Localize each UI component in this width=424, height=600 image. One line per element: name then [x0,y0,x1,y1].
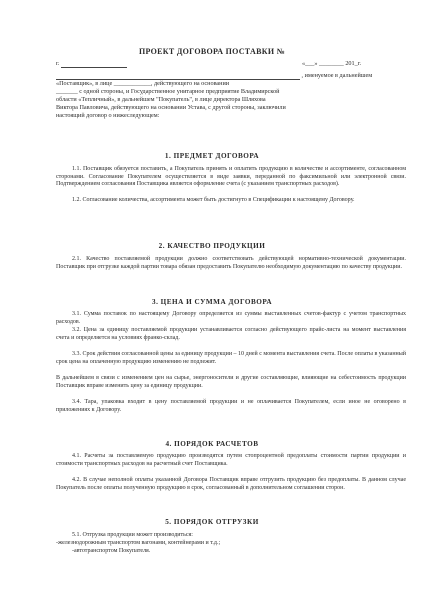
section-1-paragraph-1: 1.1. Поставщик обязуется поставить, а Покупатель принять и оплатить продукцию в количестве и ассортименте, согласованном сторонами. Согласование Покупателем осуществляется в виде заявки, переданной по факсимильной или электронной связи. Подтверждением согласования Поставщика является оформление счета (с указанием транспортных расходов). [56,166,406,188]
section-heading-4: 4. ПОРЯДОК РАСЧЕТОВ [165,440,259,448]
preamble-line-4: области «Тепличный», в дальнейшем "Покупатель", в лице директора Шляхова [56,96,266,103]
section-4-paragraph-2: 4.2. В случае неполной оплаты указанной Договора Поставщик вправе отгрузить продукцию без предоплаты. В данном случае Покупатель после оплаты полученную продукцию в срок, согласованный в дополнительном соглашении сторон. [56,477,406,491]
date-field: «___» ________ 201_г. [302,60,362,67]
city-blank [61,61,127,68]
section-5-paragraph-1: 5.1. Отгрузка продукции может производиться: [72,532,193,538]
section-3-paragraph-3: 3.3. Срок действия согласованной цены за единицу продукции – 10 дней с момента выставления счета. После оплаты в указанный срок цена на оплаченную продукцию изменению не подлежит. [56,351,406,365]
section-3-paragraph-1: 3.1. Сумма поставок по настоящему Договору определяется из суммы выставленных счетов-фактур с учетом транспортных расходов. [56,311,406,325]
preamble-line-6: настоящий договор о нижеследующем: [56,112,160,119]
section-3-paragraph-5: 3.4. Тара, упаковка входит в цену поставляемой продукции и не оплачивается Покупателем, если иное не оговорено в приложениях к Договору. [56,399,406,413]
section-3-paragraph-2: 3.2. Цена за единицу поставляемой продукции устанавливается согласно действующего прайс-листа на момент выставления счета и определяется на условиях франко-склад. [56,327,406,341]
section-heading-1: 1. ПРЕДМЕТ ДОГОВОРА [164,152,260,160]
preamble-line-2: «Поставщик», в лице ____________, действующего на основании [56,80,230,87]
section-heading-3: 3. ЦЕНА И СУММА ДОГОВОРА [151,298,273,306]
preamble-line-3: _______ с одной стороны, и Государственное унитарное предприятие Владимирской [56,88,280,95]
section-3-paragraph-4: В дальнейшем в связи с изменением цен на сырье, энергоносители и другие составляющие, влияющие на себестоимость продукции Поставщик вправе изменить цену за единицу продукции. [56,375,406,389]
preamble-line-1-tail: , именуемое в дальнейшем [301,72,373,79]
section-heading-2: 2. КАЧЕСТВО ПРОДУКЦИИ [158,242,266,250]
section-2-paragraph-1: 2.1. Качество поставляемой продукции должно соответствовать действующей нормативно-технической документации. Поставщик при отгрузке каждой партии товара обязан предоставить Покупателю необходимую документацию по качеству продукции. [56,256,406,270]
city-prefix: г. [56,60,60,67]
section-5-list-item-1: -железнодорожным транспортом вагонами, контейнерами и т.д.; [56,540,221,546]
party-name-blank [56,73,300,80]
section-4-paragraph-1: 4.1. Расчеты за поставляемую продукцию производятся путем стопроцентной предоплаты стоимости партии продукции и стоимости транспортных расходов на расчетный счет Поставщика. [56,453,406,467]
section-1-paragraph-2: 1.2. Согласование количества, ассортимента может быть достигнуто в Спецификации к настоящему Договору. [72,197,355,203]
section-5-list-item-2: -автотранспортом Покупателя. [72,548,151,554]
preamble-line-1 [56,72,372,80]
document-title: ПРОЕКТ ДОГОВОРА ПОСТАВКИ № [138,47,286,56]
section-heading-5: 5. ПОРЯДОК ОТГРУЗКИ [165,518,259,526]
city-field [56,60,127,68]
preamble-line-5: Виктора Павловича, действующего на основании Устава, с другой стороны, заключили [56,104,286,111]
